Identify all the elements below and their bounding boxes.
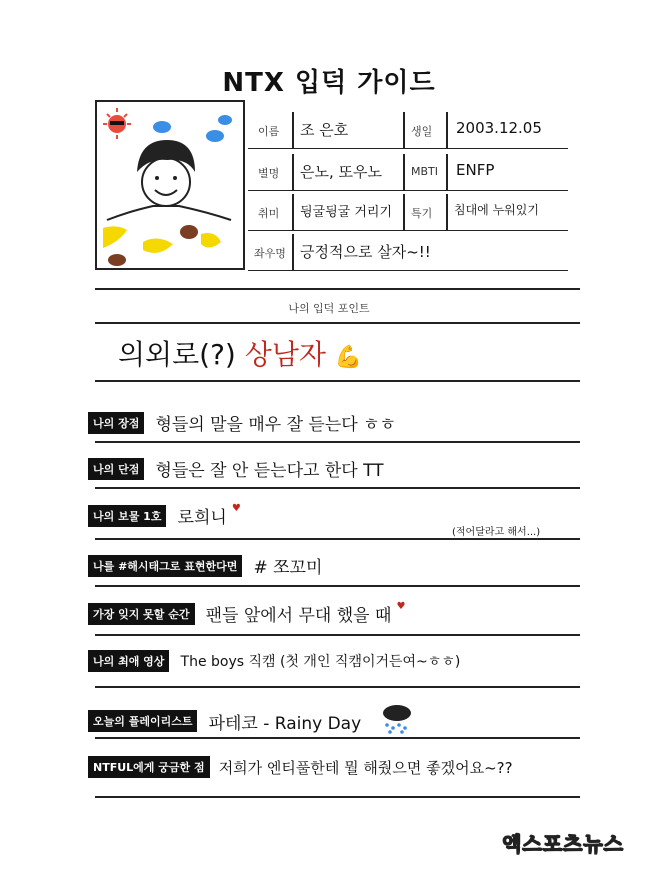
qa-row	[88, 553, 588, 578]
qa-tag: NTFUL에게 궁금한 점	[88, 756, 210, 778]
flex-arm-icon: 💪	[334, 345, 363, 370]
hobby-value: 뒹굴뒹굴 거리기	[300, 205, 393, 220]
nickname-value: 은노, 또우노	[300, 163, 382, 181]
mbti-label: MBTI	[411, 165, 439, 178]
qa-row	[88, 456, 588, 481]
profile-drawing	[95, 100, 245, 270]
name-label: 이름	[258, 125, 280, 138]
qa-tag: 나의 단점	[88, 458, 144, 480]
mbti-value: ENFP	[456, 161, 495, 179]
qa-answer: 로희니	[177, 508, 227, 528]
talent-value: 침대에 누워있기	[454, 203, 539, 217]
qa-answer: 팬들 앞에서 무대 했을 때	[205, 606, 392, 626]
qa-answer: 저희가 엔티풀한테 뭘 해줬으면 좋겠어요~??	[218, 758, 513, 777]
headline	[118, 333, 362, 373]
qa-tag: 나의 최애 영상	[88, 650, 169, 672]
qa-row	[88, 601, 588, 626]
treasure-note: (적어달라고 해서...)	[452, 527, 541, 538]
nickname-label: 별명	[258, 167, 280, 180]
hobby-label: 취미	[258, 207, 280, 220]
heart-icon: ♥	[396, 601, 406, 612]
qa-answer: The boys 직캠 (첫 개인 직캠이거든여~ㅎㅎ)	[180, 654, 461, 670]
qa-tag: 나의 보물 1호	[88, 505, 166, 527]
qa-row	[88, 650, 588, 672]
page-title: NTX 입덕 가이드	[222, 68, 436, 98]
watermark: 엑스포츠뉴스	[502, 832, 624, 856]
qa-answer: 형들의 말을 매우 잘 듣는다 ㅎㅎ	[155, 415, 396, 435]
qa-answer: # 쪼꼬미	[253, 558, 323, 578]
headline-prefix: 의외로(?)	[118, 338, 236, 371]
motto-value: 긍정적으로 살자~!!	[300, 243, 431, 261]
row-hobby-talent	[248, 194, 568, 231]
headline-highlight: 상남자	[244, 338, 326, 371]
qa-tag: 나를 #해시태그로 표현한다면	[88, 555, 242, 577]
row-name-birthday	[248, 112, 568, 149]
qa-tag: 가장 잊지 못할 순간	[88, 603, 195, 625]
section-header: 나의 입덕 포인트	[288, 302, 370, 315]
rain-cloud-icon	[380, 704, 414, 738]
name-value: 조 은호	[300, 121, 349, 139]
row-nickname-mbti	[248, 154, 568, 191]
birthday-value: 2003.12.05	[456, 119, 542, 137]
qa-tag: 나의 장점	[88, 412, 144, 434]
qa-answer: 형들은 잘 안 듣는다고 한다 TT	[155, 461, 384, 481]
qa-row	[88, 410, 588, 435]
qa-answer: 파테코 - Rainy Day	[208, 713, 362, 734]
qa-row	[88, 704, 588, 738]
qa-row	[88, 756, 588, 778]
qa-tag: 오늘의 플레이리스트	[88, 710, 197, 732]
heart-icon: ♥	[231, 503, 241, 514]
birthday-label: 생일	[411, 125, 433, 138]
row-motto	[248, 234, 568, 271]
talent-label: 특기	[411, 207, 433, 220]
motto-label: 좌우명	[254, 247, 286, 260]
